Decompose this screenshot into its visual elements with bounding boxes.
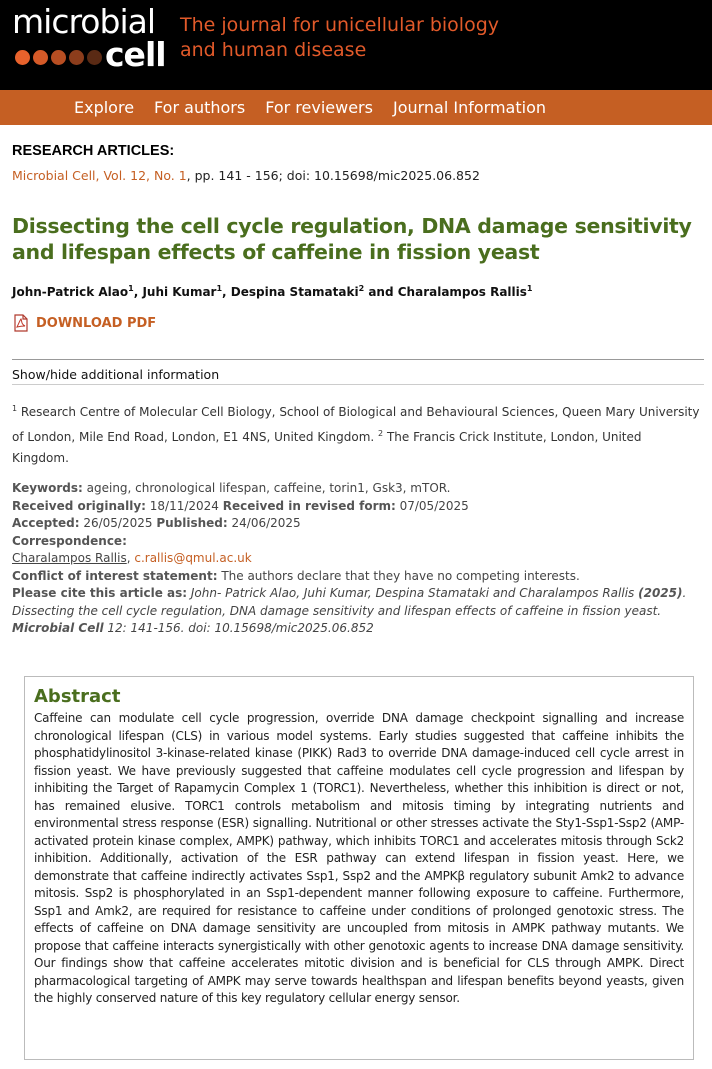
affiliation-text: Research Centre of Molecular Cell Biology, School of Biological and Behavioural Sciences, Queen Mary University of London, Mile End Road, London, E1 4NS, United Kingdom. <box>12 405 700 444</box>
cite-label: Please cite this article as: <box>12 586 188 600</box>
conflict-row <box>12 568 704 586</box>
correspondence-email-link[interactable]: c.rallis@qmul.ac.uk <box>134 551 252 565</box>
logo-dot <box>69 50 84 65</box>
section-label: RESEARCH ARTICLES: <box>12 143 175 159</box>
author-name: Charalampos Rallis <box>397 285 527 299</box>
divider <box>12 384 704 385</box>
author-name: Juhi Kumar <box>142 285 217 299</box>
published-label: Published: <box>156 516 228 530</box>
revised-value: 07/05/2025 <box>395 498 469 513</box>
accepted-row <box>12 515 704 533</box>
correspondence-author-link[interactable]: Charalampos Rallis <box>12 551 127 565</box>
show-hide-toggle[interactable]: Show/hide additional information <box>12 367 220 382</box>
author-separator: , <box>222 285 231 299</box>
article-title: Dissecting the cell cycle regulation, DNA damage sensitivity and lifespan effects of caffeine in fission yeast <box>12 214 692 264</box>
keywords-label: Keywords: <box>12 481 83 495</box>
journal-issue-link[interactable]: Microbial Cell, Vol. 12, No. 1 <box>12 168 187 183</box>
logo-dot <box>87 50 102 65</box>
author-list <box>12 284 532 299</box>
nav-journal-information[interactable]: Journal Information <box>392 98 547 117</box>
logo-dot <box>33 50 48 65</box>
affiliations <box>12 398 702 469</box>
citation-line <box>12 168 480 183</box>
cite-rest: 12: 141-156. doi: 10.15698/mic2025.06.852 <box>103 621 374 635</box>
nav-explore[interactable]: Explore <box>74 98 135 117</box>
cite-title: . Dissecting the cell cycle regulation, DNA damage sensitivity and lifespan effects of caffeine in fission yeast. <box>12 586 687 618</box>
main-nav <box>0 90 712 125</box>
author-separator: , <box>133 285 143 299</box>
affiliation-number: 1 <box>12 404 18 413</box>
site-header <box>0 0 712 90</box>
keywords-value: ageing, chronological lifespan, caffeine, torin1, Gsk3, mTOR. <box>82 481 451 495</box>
cite-journal: Microbial Cell <box>12 621 104 635</box>
cite-authors: John- Patrick Alao, Juhi Kumar, Despina Stamataki and Charalampos Rallis <box>187 586 639 600</box>
author-separator: and <box>364 285 398 299</box>
affiliation-text: The Francis Crick Institute, London, United Kingdom. <box>12 430 642 465</box>
affiliation-number: 2 <box>378 429 384 438</box>
conflict-label: Conflict of interest statement: <box>12 568 218 583</box>
published-value: 24/06/2025 <box>227 516 301 530</box>
author-affiliation: 1 <box>216 284 223 293</box>
download-pdf-label: DOWNLOAD PDF <box>36 315 157 331</box>
accepted-label: Accepted: <box>12 516 80 530</box>
accepted-value: 26/05/2025 <box>79 516 157 530</box>
logo-dot <box>51 50 66 65</box>
author-name: John-Patrick Alao <box>12 285 129 299</box>
correspondence-label: Correspondence: <box>12 533 127 548</box>
author-affiliation: 1 <box>526 284 533 293</box>
correspondence-label-row <box>12 533 704 551</box>
author-affiliation: 2 <box>358 284 365 293</box>
nav-for-authors[interactable]: For authors <box>154 98 246 117</box>
cite-row <box>12 585 704 638</box>
pdf-icon <box>12 314 30 332</box>
revised-label: Received in revised form: <box>222 498 396 513</box>
author-name: Despina Stamataki <box>230 285 359 299</box>
nav-for-reviewers[interactable]: For reviewers <box>265 98 373 117</box>
journal-tagline: The journal for unicellular biology and human disease <box>180 14 500 61</box>
received-label: Received originally: <box>12 498 146 513</box>
logo-dot <box>15 50 30 65</box>
logo-text-microbial[interactable]: microbial <box>12 2 155 41</box>
pages-doi: , pp. 141 - 156; doi: 10.15698/mic2025.06.852 <box>186 168 480 183</box>
correspondence-separator: , <box>126 551 135 565</box>
abstract-box <box>24 676 694 1060</box>
conflict-value: The authors declare that they have no competing interests. <box>217 568 580 583</box>
correspondence-row <box>12 550 704 568</box>
logo-text-cell[interactable]: cell <box>105 35 166 74</box>
received-row <box>12 498 704 516</box>
article-metadata <box>12 480 704 638</box>
divider <box>12 359 704 360</box>
received-value: 18/11/2024 <box>145 498 223 513</box>
keywords-row <box>12 480 704 498</box>
cite-year: (2025) <box>638 586 683 600</box>
abstract-text: Caffeine can modulate cell cycle progression, override DNA damage checkpoint signalling and increase chronological lifespan (CLS) in various model systems. Early studies suggested that caffeine inhibits the phosphatidylinositol 3-kinase-related kinase (PIKK) Rad3 to override DNA damage-induced cell cycle arrest in fission yeast. We have previously suggested that caffeine modulates cell cycle progression and lifespan by inhibiting the Target of Rapamycin Complex 1 (TORC1). Nevertheless, whether this inhibition is direct or not, has remained elusive. TORC1 controls metabolism and mitosis timing by integrating nutrients and environmental stress response (ESR) signalling. Nutritional or other stresses activate the Sty1-Ssp1-Ssp2 (AMP-activated protein kinase complex, AMPK) pathway, which inhibits TORC1 and accelerates mitosis through Sck2 inhibition. Additionally, activation of the ESR pathway can extend lifespan in fission yeast. Here, we demonstrate that caffeine indirectly activates Ssp1, Ssp2 and the AMPKβ regulatory subunit Amk2 to advance mitosis. Ssp2 is phosphorylated in an Ssp1-dependent manner following exposure to caffeine. Furthermore, Ssp1 and Amk2, are required for resistance to caffeine under conditions of prolonged genotoxic stress. The effects of caffeine on DNA damage sensitivity are uncoupled from mitosis in AMPK pathway mutants. We propose that caffeine interacts synergistically with other genotoxic agents to increase DNA damage sensitivity. Our findings show that caffeine accelerates mitotic division and is beneficial for CLS through AMPK. Direct pharmacological targeting of AMPK may serve towards healthspan and lifespan benefits beyond yeasts, given the highly conserved nature of this key regulatory cellular energy sensor. <box>34 711 684 1005</box>
download-pdf-button[interactable] <box>12 314 156 332</box>
author-affiliation: 1 <box>128 284 134 293</box>
abstract-title: Abstract <box>34 686 121 707</box>
logo-dots <box>15 50 102 65</box>
